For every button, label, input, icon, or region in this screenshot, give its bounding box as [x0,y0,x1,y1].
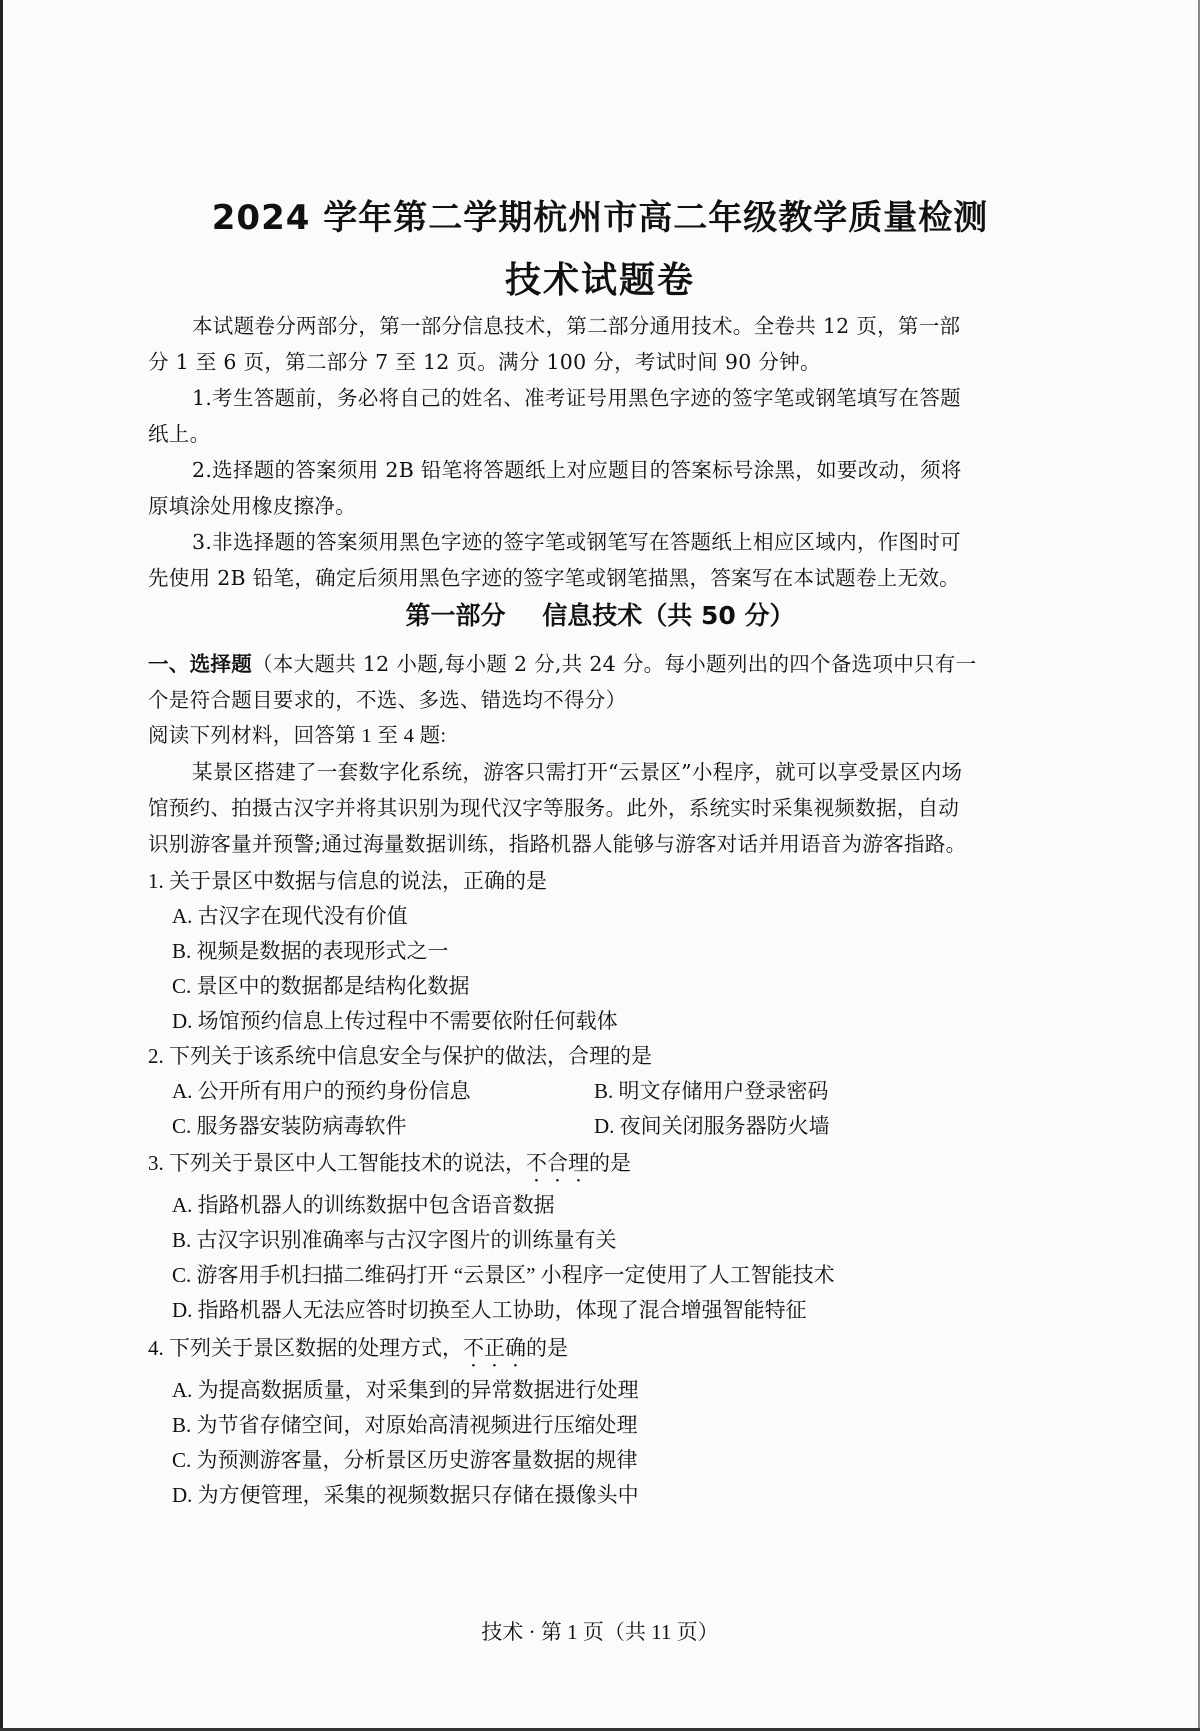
instruction-2-line-2: 原填涂处用橡皮擦净。 [148,494,356,518]
intro-line-1: 本试题卷分两部分，第一部分信息技术，第二部分通用技术。全卷共 12 页，第一部 [192,314,961,338]
question-3-option-c: C. 游客用手机扫描二维码打开 “云景区” 小程序一定使用了人工智能技术 [172,1263,835,1287]
section-one [148,646,1038,862]
question-4-stem-prefix: 4. 下列关于景区数据的处理方式， [148,1336,463,1360]
intro-line-2: 分 1 至 6 页，第二部分 7 至 12 页。满分 100 分，考试时间 90 分钟。 [148,350,821,374]
question-3-option-d: D. 指路机器人无法应答时切换至人工协助，体现了混合增强智能特征 [172,1298,807,1322]
part-one-heading [0,596,1200,632]
section-one-heading: 一、选择题 [148,652,252,676]
material-line-2: 馆预约、拍摄古汉字并将其识别为现代汉字等服务。此外，系统实时采集视频数据，自动 [148,796,960,820]
reading-prompt: 阅读下列材料，回答第 1 至 4 题: [148,725,447,747]
question-3-option-a: A. 指路机器人的训练数据中包含语音数据 [172,1193,555,1217]
question-2-option-b: B. 明文存储用户登录密码 [594,1079,829,1103]
question-3-stem-suffix: 的是 [589,1151,631,1175]
question-4-stem-suffix: 的是 [526,1336,568,1360]
question-1-option-c: C. 景区中的数据都是结构化数据 [172,974,470,998]
question-2-stem: 2. 下列关于该系统中信息安全与保护的做法，合理的是 [148,1044,652,1068]
section-one-desc-2: 个是符合题目要求的，不选、多选、错选均不得分） [148,688,627,712]
question-4-emphasis: 不正确 [463,1336,526,1360]
material-line-3: 识别游客量并预警;通过海量数据训练，指路机器人能够与游客对话并用语音为游客指路。 [148,832,967,856]
exam-subtitle: 技术试题卷 [504,260,695,301]
exam-title: 2024 学年第二学期杭州市高二年级教学质量检测 [211,198,989,238]
question-1-stem: 1. 关于景区中数据与信息的说法，正确的是 [148,869,547,893]
material-line-1: 某景区搭建了一套数字化系统，游客只需打开“云景区”小程序，就可以享受景区内场 [192,760,963,784]
question-1-option-b: B. 视频是数据的表现形式之一 [172,939,449,963]
question-4-stem [148,1333,1048,1372]
instruction-2-line-1: 2.选择题的答案须用 2B 铅笔将答题纸上对应题目的答案标号涂黑，如要改动，须将 [192,458,962,482]
question-2-option-a: A. 公开所有用户的预约身份信息 [172,1079,471,1103]
question-4-option-c: C. 为预测游客量，分析景区历史游客量数据的规律 [172,1448,638,1472]
instruction-3-line-1: 3.非选择题的答案须用黑色字迹的签字笔或钢笔写在答题纸上相应区域内，作图时可 [192,530,961,554]
question-3-stem [148,1148,1048,1187]
page-footer: 技术 · 第 1 页（共 11 页） [481,1620,719,1644]
question-3-option-b: B. 古汉字识别准确率与古汉字图片的训练量有关 [172,1228,617,1252]
question-4-option-b: B. 为节省存储空间，对原始高清视频进行压缩处理 [172,1413,638,1437]
question-3-stem-prefix: 3. 下列关于景区中人工智能技术的说法， [148,1151,526,1175]
instruction-1-line-1: 1.考生答题前，务必将自己的姓名、准考证号用黑色字迹的签字笔或钢笔填写在答题 [192,386,961,410]
section-one-line-1 [148,646,1038,682]
question-1-option-a: A. 古汉字在现代没有价值 [172,904,408,928]
section-one-desc-1: （本大题共 12 小题,每小题 2 分,共 24 分。每小题列出的四个备选项中只有一 [252,652,977,676]
part-one-title: 信息技术（共 50 分） [542,601,795,630]
part-one-label: 第一部分 [405,601,506,630]
question-2-option-c: C. 服务器安装防病毒软件 [172,1114,407,1138]
instructions [148,308,1038,596]
question-4-option-a: A. 为提高数据质量，对采集到的异常数据进行处理 [172,1378,639,1402]
question-2-option-d: D. 夜间关闭服务器防火墙 [594,1114,830,1138]
instruction-1-line-2: 纸上。 [148,422,211,446]
question-4-option-d: D. 为方便管理，采集的视频数据只存储在摄像头中 [172,1483,639,1507]
instruction-3-line-2: 先使用 2B 铅笔，确定后须用黑色字迹的签字笔或钢笔描黑，答案写在本试题卷上无效。 [148,566,960,590]
question-3-emphasis: 不合理 [526,1151,589,1175]
question-1-option-d: D. 场馆预约信息上传过程中不需要依附任何载体 [172,1009,618,1033]
